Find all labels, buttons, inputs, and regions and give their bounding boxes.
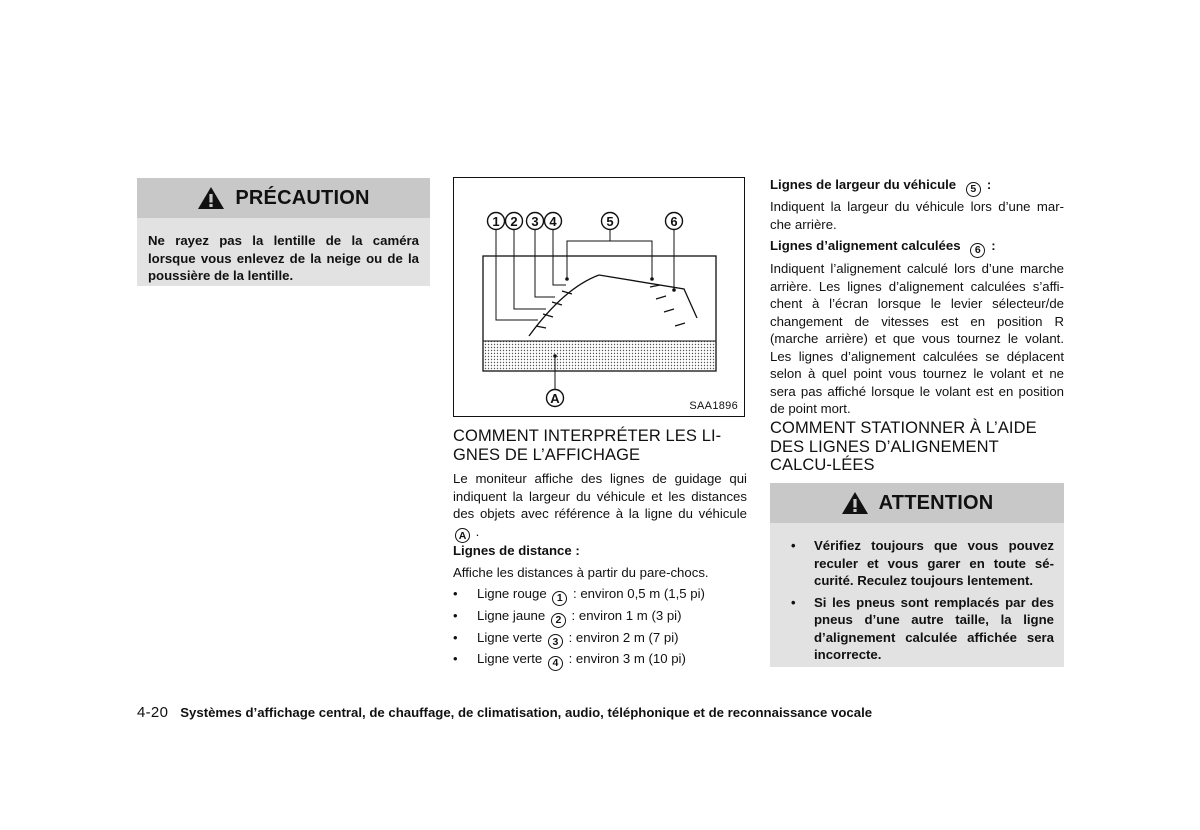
num-circle: 5 <box>966 182 981 197</box>
alignment-lines-heading-text: Lignes d’alignement calculées <box>770 238 961 253</box>
num-circle: 3 <box>548 634 563 649</box>
label-1 <box>488 213 505 230</box>
para-end: . <box>472 523 480 539</box>
diagram-drawing <box>454 178 746 418</box>
attention-body <box>770 523 1064 664</box>
label-5 <box>602 213 619 230</box>
width-lines-paragraph: Indiquent la largeur du véhicule lors d’une mar-che arrière. <box>770 199 1064 232</box>
attention-box <box>770 483 1064 667</box>
bumper-area <box>484 341 715 370</box>
precaution-text: Ne rayez pas la lentille de la caméra lorsque vous enlevez de la neige ou de la poussière de la lentille. <box>148 233 419 283</box>
warning-icon <box>197 186 225 210</box>
section-heading-parking: COMMENT STATIONNER À L’AIDE DES LIGNES D’ALIGNEMENT CALCU-LÉES <box>770 419 1037 474</box>
attention-title: ATTENTION <box>878 491 994 514</box>
camera-guide-diagram <box>453 177 745 417</box>
list-item: • Si les pneus sont remplacés par des pneus d’une autre taille, la ligne d’alignement calculée affichée sera incorrecte. <box>780 594 1054 664</box>
label-a <box>547 390 564 407</box>
list-item: • Ligne verte 4 : environ 3 m (10 pi) <box>453 649 747 671</box>
width-lines-heading-text: Lignes de largeur du véhicule <box>770 177 957 192</box>
num-circle: 1 <box>552 591 567 606</box>
label-a-text: A <box>550 391 560 406</box>
page-number: 4-20 <box>137 704 169 721</box>
list-item: • Ligne verte 3 : environ 2 m (7 pi) <box>453 628 747 650</box>
attention-header <box>770 483 1064 523</box>
precaution-title: PRÉCAUTION <box>235 186 370 209</box>
alignment-lines-paragraph: Indiquent l’alignement calculé lors d’une marche arrière. Les lignes d’alignement calculées s’affi-chent à l’écran lorsque le levier sélecteur/de changement de vitesses est en position R (marche arrière) et que vous tournez le volant. Les lignes d’alignement calculées se déplacent selon à quel point vous tournez le volant et ne sera pas affiché lorsque le volant est en position de point mort. <box>770 261 1064 416</box>
figure-code: SAA1896 <box>689 400 738 412</box>
label-1-text: 1 <box>492 214 500 229</box>
precaution-header <box>137 178 430 218</box>
distance-lines-list <box>453 584 747 671</box>
label-5-text: 5 <box>606 214 614 229</box>
label-2 <box>506 213 523 230</box>
section-heading-display-lines: COMMENT INTERPRÉTER LES LI-GNES DE L’AFFICHAGE <box>453 427 722 464</box>
label-6 <box>666 213 683 230</box>
num-circle: 4 <box>548 656 563 671</box>
display-lines-text: Le moniteur affiche des lignes de guidage qui indiquent la largeur du véhicule et les distances des objets avec référence à la ligne du véhicule <box>453 471 747 521</box>
alignment-lines-heading: Lignes d’alignement calculées 6 : <box>770 238 996 256</box>
num-circle: 6 <box>970 243 985 258</box>
right-guide-line <box>599 275 697 318</box>
num-circle: 2 <box>551 613 566 628</box>
list-item: • Vérifiez toujours que vous pouvez reculer et vous garer en toute sé-curité. Reculez toujours lentement. <box>780 537 1054 590</box>
display-lines-paragraph <box>453 470 747 543</box>
chapter-title: Systèmes d’affichage central, de chauffage, de climatisation, audio, téléphonique et de reconnaissance vocale <box>180 705 873 720</box>
list-item: • Ligne jaune 2 : environ 1 m (3 pi) <box>453 606 747 628</box>
width-lines-heading: Lignes de largeur du véhicule 5 : <box>770 177 992 195</box>
label-6-text: 6 <box>670 214 678 229</box>
page-footer <box>137 704 1037 721</box>
distance-lines-heading: Lignes de distance : <box>453 543 580 558</box>
label-3 <box>527 213 544 230</box>
distance-lines-paragraph: Affiche les distances à partir du pare-chocs. <box>453 565 709 580</box>
attention-list <box>780 537 1054 664</box>
label-3-text: 3 <box>531 214 539 229</box>
warning-icon <box>841 491 869 515</box>
ref-a-circle: A <box>455 528 470 543</box>
label-4 <box>545 213 562 230</box>
label-2-text: 2 <box>510 214 518 229</box>
precaution-box <box>137 178 430 286</box>
label-4-text: 4 <box>549 214 557 229</box>
list-item: • Ligne rouge 1 : environ 0,5 m (1,5 pi) <box>453 584 747 606</box>
